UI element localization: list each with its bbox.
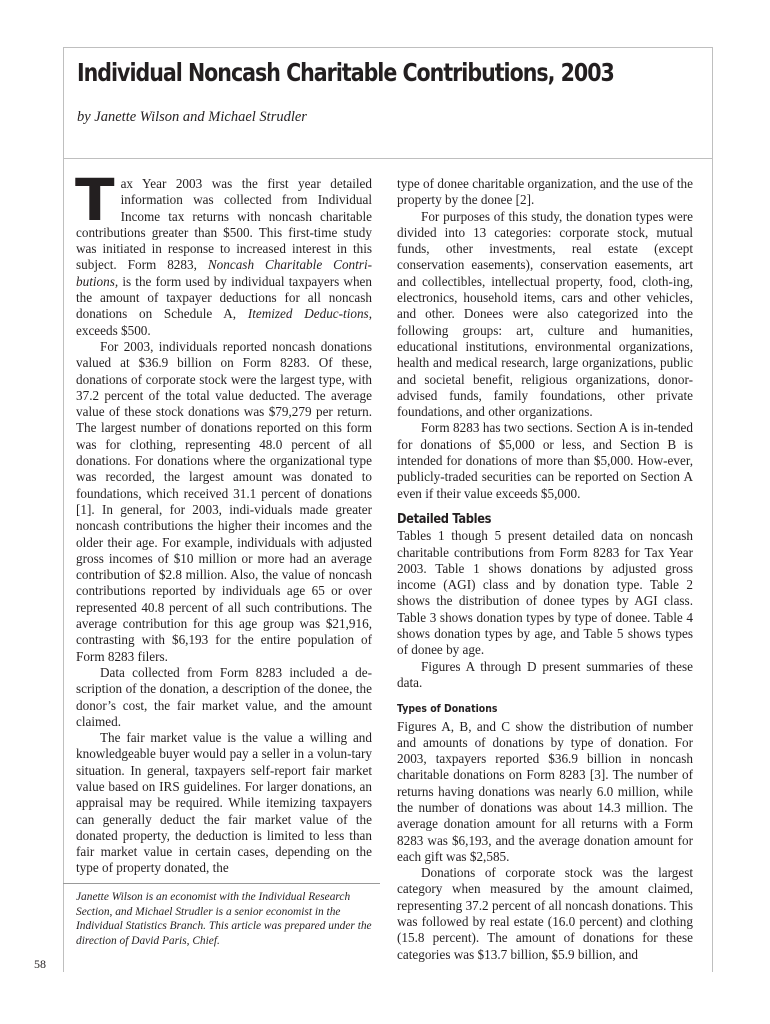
header-divider bbox=[63, 158, 712, 159]
intro-text-c: , exceeds $500. bbox=[76, 306, 372, 338]
left-column bbox=[75, 166, 372, 877]
paragraph: The fair market value is the value a willing and knowledgeable buyer would pay a seller in a volun-tary situation. In general, taxpayers self-report fair market value based on IRS guidelines. For larger donations, an appraisal may be required. While itemizing taxpayers can generally deduct the fair market value of the donated property, the deduction is limited to less than fair market value in certain cases, depending on the type of property donated, the bbox=[76, 730, 372, 876]
paragraph: Tables 1 though 5 present detailed data on noncash charitable contributions from Form 8283 for Tax Year 2003. Table 1 shows donations by adjusted gross income (AGI) class and by donation type. Table 2 shows the distribution of donee types by AGI class. Table 3 shows donation types by type of donee. Table 4 shows donation types by age, and Table 5 shows types of donee by age. bbox=[397, 528, 693, 658]
intro-text-a: ax Year 2003 was the first year detailed information was collected from Individual Income tax returns with noncash charitable contributions greater than $500. This first-time study was initiated in response to increased interest in this subject. Form 8283, bbox=[76, 176, 372, 273]
page-number: 58 bbox=[34, 957, 46, 971]
author-note: Janette Wilson is an economist with the Individual Research Section, and Michael Strudler is a senior economist in the Individual Statistics Branch. This article was prepared under the direction of David Paris, Chief. bbox=[76, 891, 372, 947]
paragraph: Data collected from Form 8283 included a de-scription of the donation, a description of the donee, the donor’s cost, the fair market value, and the amount claimed. bbox=[76, 664, 372, 729]
byline: by Janette Wilson and Michael Strudler bbox=[77, 109, 307, 125]
paragraph: Form 8283 has two sections. Section A is in-tended for donations of $5,000 or less, and Section B is intended for donations of more than $5,000. How-ever, publicly-traded securities can be reported on Section A even if their value exceeds $5,000. bbox=[397, 420, 693, 501]
section-heading-detailed-tables: Detailed Tables bbox=[397, 510, 492, 527]
right-column bbox=[397, 176, 693, 963]
paragraph: Figures A, B, and C show the distribution of number and amounts of donations by type of donation. For 2003, taxpayers reported $36.9 billion in noncash charitable donations on Form 8283 [3]. The number of returns having donations was nearly 6.0 million, while the number of donations was about 14.3 million. The average donation amount for all returns with a Form 8283 was $6,193, and the average donation amount for each gift was $2,585. bbox=[397, 718, 693, 864]
paragraph: Donations of corporate stock was the largest category when measured by the amount claimed, representing 37.2 percent of all noncash donations. This was followed by real estate (16.0 percent) and clothing (15.8 percent). The amount of donations for these categories was $13.7 billion, $5.9 billion, and bbox=[397, 865, 693, 962]
paragraph: For purposes of this study, the donation types were divided into 13 categories: corporate stock, mutual funds, other investments, real estate (except conservation easements), conservation easements, art and collectibles, intellectual property, food, cloth-ing, electronics, household items, cars and other vehicles, and other. Donees were also categorized into the following groups: art, culture and humanities, educational institutions, environmental organizations, health and medical research, large organizations, public and societal benefit, religious organizations, donor-advised funds, family foundations, other private foundations, and other organizations. bbox=[397, 208, 693, 420]
intro-paragraph bbox=[75, 166, 372, 339]
subsection-heading-types-of-donations: Types of Donations bbox=[397, 702, 498, 716]
footnote-divider bbox=[63, 883, 380, 884]
intro-text-b: is the form used by individual taxpayers when the amount of taxpayer deductions for all noncash donations on Schedule A, bbox=[76, 273, 372, 322]
drop-cap: T bbox=[75, 166, 115, 234]
paragraph: Figures A through D present summaries of these data. bbox=[397, 658, 693, 690]
paragraph: For 2003, individuals reported noncash donations valued at $36.9 billion on Form 8283. Of these, donations of corporate stock were the largest type, with 37.2 percent of the total value deducted. The average value of these stock donations was $79,279 per return. The largest number of donations reported on this form was for clothing, representing 48.0 percent of all donations. For donations where the organizational type was recorded, the largest amount was donated to foundations, which received 31.1 percent of donations [1]. In general, for 2003, indi-viduals made greater noncash contributions the higher their incomes and the older their age. For example, individuals with adjusted gross incomes of $10 million or more had an average contribution of $2.8 million. Also, the value of noncash contributions reported by individuals age 65 or over represented 40.8 percent of all such contributions. The average contribution for this age group was $21,916, contrasting with $6,193 for the entire population of Form 8283 filers. bbox=[76, 338, 372, 664]
article-title: Individual Noncash Charitable Contributions, 2003 bbox=[77, 58, 614, 87]
form-title: Noncash Charitable Contri-butions, bbox=[76, 257, 372, 289]
paragraph: type of donee charitable organization, and the use of the property by the donee [2]. bbox=[397, 176, 693, 208]
schedule-item: Itemized Deduc-tions bbox=[247, 306, 369, 322]
